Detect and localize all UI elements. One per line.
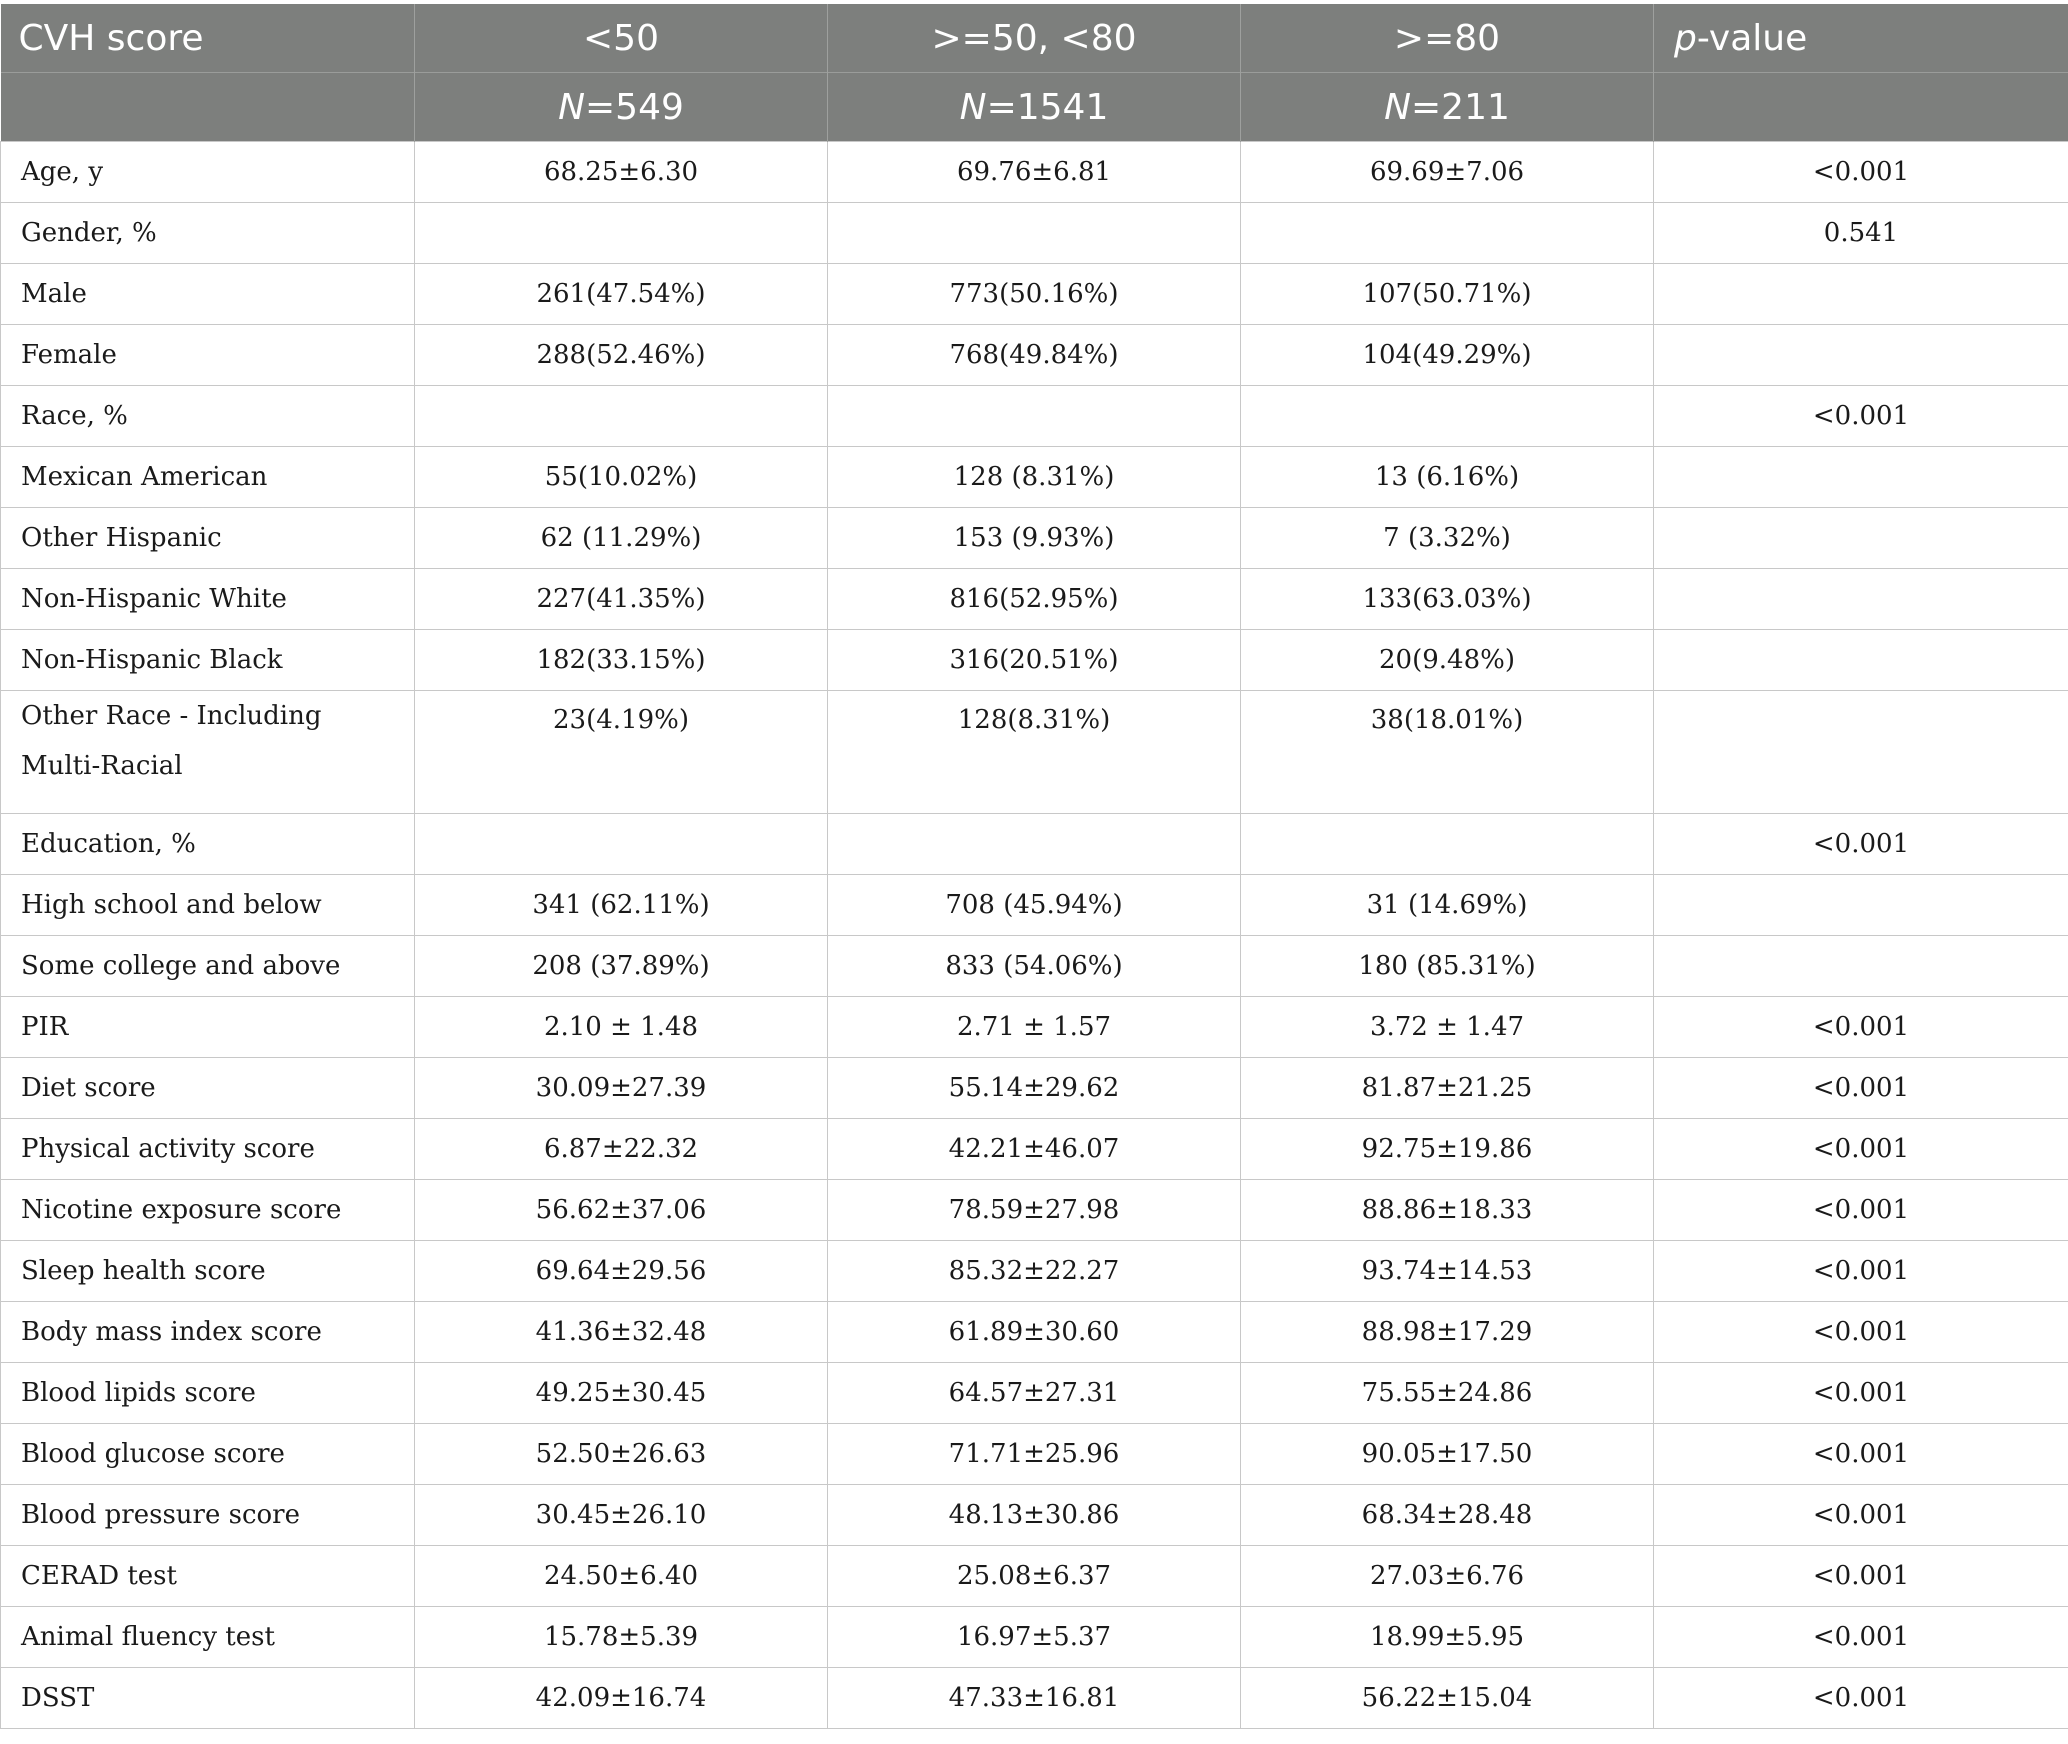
cell-50-to-80: 316(20.51%) [828,630,1241,691]
cell-p-value [1654,630,2068,691]
table-body [1,142,2068,1729]
cell-50-to-80: 48.13±30.86 [828,1485,1241,1546]
cell-50-to-80: 833 (54.06%) [828,936,1241,997]
cell-80-plus: 56.22±15.04 [1241,1668,1654,1729]
cell-80-plus: 88.86±18.33 [1241,1180,1654,1241]
cell-50-to-80: 47.33±16.81 [828,1668,1241,1729]
cell-50-to-80 [828,203,1241,264]
header-empty-cell [1,73,415,142]
cell-50-to-80: 25.08±6.37 [828,1546,1241,1607]
row-label: DSST [1,1668,415,1729]
cell-below-50: 208 (37.89%) [415,936,828,997]
cell-50-to-80 [828,386,1241,447]
table-row [1,1119,2068,1180]
row-label: CERAD test [1,1546,415,1607]
row-label: Body mass index score [1,1302,415,1363]
table-row [1,875,2068,936]
row-label: Blood lipids score [1,1363,415,1424]
cell-below-50: 68.25±6.30 [415,142,828,203]
row-label: Blood glucose score [1,1424,415,1485]
cell-below-50 [415,203,828,264]
cell-80-plus: 107(50.71%) [1241,264,1654,325]
table-row [1,691,2068,814]
n-value: =211 [1411,86,1510,128]
cell-below-50: 341 (62.11%) [415,875,828,936]
cell-below-50: 15.78±5.39 [415,1607,828,1668]
cell-p-value [1654,691,2068,814]
n-italic: N [1384,86,1412,128]
cell-p-value: <0.001 [1654,1546,2068,1607]
cell-50-to-80: 153 (9.93%) [828,508,1241,569]
table-row [1,1485,2068,1546]
cell-50-to-80: 2.71 ± 1.57 [828,997,1241,1058]
cell-below-50: 30.09±27.39 [415,1058,828,1119]
table-header [1,4,2068,142]
cell-80-plus: 93.74±14.53 [1241,1241,1654,1302]
table-row [1,386,2068,447]
header-cvh-score: CVH score [1,4,415,73]
cell-80-plus: 81.87±21.25 [1241,1058,1654,1119]
table-row [1,142,2068,203]
cell-50-to-80: 64.57±27.31 [828,1363,1241,1424]
cell-50-to-80 [828,814,1241,875]
cell-below-50: 30.45±26.10 [415,1485,828,1546]
cell-p-value [1654,569,2068,630]
cell-80-plus: 20(9.48%) [1241,630,1654,691]
n-italic: N [959,86,987,128]
table-row [1,936,2068,997]
p-suffix: -value [1696,17,1808,59]
header-empty-cell [1654,73,2068,142]
cell-80-plus: 31 (14.69%) [1241,875,1654,936]
n-value: =549 [585,86,684,128]
cell-p-value [1654,936,2068,997]
cell-80-plus: 75.55±24.86 [1241,1363,1654,1424]
table-row [1,569,2068,630]
cell-80-plus [1241,203,1654,264]
n-italic: N [558,86,586,128]
cell-50-to-80: 85.32±22.27 [828,1241,1241,1302]
header-row-counts [1,73,2068,142]
cell-below-50: 49.25±30.45 [415,1363,828,1424]
cell-80-plus [1241,386,1654,447]
cell-p-value: <0.001 [1654,386,2068,447]
table-row [1,1607,2068,1668]
cell-p-value: <0.001 [1654,142,2068,203]
cell-80-plus: 69.69±7.06 [1241,142,1654,203]
cell-p-value: <0.001 [1654,1302,2068,1363]
row-label: Other Hispanic [1,508,415,569]
cell-50-to-80: 55.14±29.62 [828,1058,1241,1119]
row-label: Race, % [1,386,415,447]
cell-p-value [1654,508,2068,569]
row-label: Nicotine exposure score [1,1180,415,1241]
cell-below-50: 42.09±16.74 [415,1668,828,1729]
cell-below-50: 288(52.46%) [415,325,828,386]
cell-80-plus: 38(18.01%) [1241,691,1654,814]
row-label: Gender, % [1,203,415,264]
cell-p-value: <0.001 [1654,1668,2068,1729]
cell-50-to-80: 16.97±5.37 [828,1607,1241,1668]
table-row [1,630,2068,691]
cell-80-plus: 68.34±28.48 [1241,1485,1654,1546]
row-label: Sleep health score [1,1241,415,1302]
table-row [1,1241,2068,1302]
row-label: High school and below [1,875,415,936]
cell-80-plus: 133(63.03%) [1241,569,1654,630]
cell-80-plus: 7 (3.32%) [1241,508,1654,569]
table-row [1,447,2068,508]
cell-p-value [1654,325,2068,386]
n-value: =1541 [986,86,1109,128]
cell-80-plus: 92.75±19.86 [1241,1119,1654,1180]
cell-below-50: 227(41.35%) [415,569,828,630]
table-row [1,1180,2068,1241]
cell-50-to-80: 768(49.84%) [828,325,1241,386]
cell-80-plus: 18.99±5.95 [1241,1607,1654,1668]
cell-p-value: <0.001 [1654,1180,2068,1241]
row-label: Other Race - Including Multi-Racial [1,691,415,814]
cell-50-to-80: 71.71±25.96 [828,1424,1241,1485]
cell-below-50: 182(33.15%) [415,630,828,691]
cell-50-to-80: 708 (45.94%) [828,875,1241,936]
cell-50-to-80: 128(8.31%) [828,691,1241,814]
cell-p-value: <0.001 [1654,1424,2068,1485]
cell-below-50: 69.64±29.56 [415,1241,828,1302]
header-n-80-plus [1241,73,1654,142]
header-group-50-to-80: >=50, <80 [828,4,1241,73]
row-label: Female [1,325,415,386]
cell-80-plus: 88.98±17.29 [1241,1302,1654,1363]
cell-50-to-80: 816(52.95%) [828,569,1241,630]
cell-p-value: <0.001 [1654,1119,2068,1180]
cell-80-plus [1241,814,1654,875]
cell-p-value: <0.001 [1654,997,2068,1058]
cell-p-value [1654,447,2068,508]
table-row [1,1546,2068,1607]
table-row [1,508,2068,569]
cell-50-to-80: 42.21±46.07 [828,1119,1241,1180]
cell-80-plus: 27.03±6.76 [1241,1546,1654,1607]
cell-p-value: <0.001 [1654,1607,2068,1668]
row-label: Age, y [1,142,415,203]
table-row [1,1668,2068,1729]
row-label: Education, % [1,814,415,875]
cell-p-value [1654,264,2068,325]
cell-80-plus: 3.72 ± 1.47 [1241,997,1654,1058]
row-label: Animal fluency test [1,1607,415,1668]
cell-p-value: <0.001 [1654,1241,2068,1302]
table-row [1,1302,2068,1363]
row-label: Non-Hispanic White [1,569,415,630]
row-label: Mexican American [1,447,415,508]
cell-80-plus: 13 (6.16%) [1241,447,1654,508]
row-label: Diet score [1,1058,415,1119]
cell-below-50: 23(4.19%) [415,691,828,814]
p-italic: p [1674,17,1697,59]
header-group-80-plus: >=80 [1241,4,1654,73]
row-label: Blood pressure score [1,1485,415,1546]
cell-below-50: 24.50±6.40 [415,1546,828,1607]
cell-below-50 [415,386,828,447]
cell-below-50: 52.50±26.63 [415,1424,828,1485]
cell-p-value: <0.001 [1654,1058,2068,1119]
header-row-groups [1,4,2068,73]
cell-below-50: 261(47.54%) [415,264,828,325]
cell-50-to-80: 78.59±27.98 [828,1180,1241,1241]
cell-below-50: 41.36±32.48 [415,1302,828,1363]
table-row [1,203,2068,264]
header-n-below-50 [415,73,828,142]
table-row [1,325,2068,386]
header-group-below-50: <50 [415,4,828,73]
cell-below-50 [415,814,828,875]
cell-below-50: 2.10 ± 1.48 [415,997,828,1058]
row-label: Some college and above [1,936,415,997]
cell-below-50: 56.62±37.06 [415,1180,828,1241]
row-label: Male [1,264,415,325]
cell-p-value: <0.001 [1654,814,2068,875]
table-row [1,1424,2068,1485]
table-row [1,1058,2068,1119]
table-row [1,997,2068,1058]
row-label: Non-Hispanic Black [1,630,415,691]
row-label: Physical activity score [1,1119,415,1180]
cell-p-value: <0.001 [1654,1363,2068,1424]
header-p-value [1654,4,2068,73]
baseline-characteristics-table [0,4,2068,1729]
row-label: PIR [1,997,415,1058]
cell-below-50: 6.87±22.32 [415,1119,828,1180]
cell-p-value: 0.541 [1654,203,2068,264]
cell-below-50: 55(10.02%) [415,447,828,508]
cell-80-plus: 90.05±17.50 [1241,1424,1654,1485]
cell-50-to-80: 128 (8.31%) [828,447,1241,508]
cell-80-plus: 104(49.29%) [1241,325,1654,386]
cell-p-value [1654,875,2068,936]
table-row [1,264,2068,325]
cell-p-value: <0.001 [1654,1485,2068,1546]
table-row [1,1363,2068,1424]
cell-80-plus: 180 (85.31%) [1241,936,1654,997]
cell-50-to-80: 69.76±6.81 [828,142,1241,203]
cell-50-to-80: 61.89±30.60 [828,1302,1241,1363]
cell-below-50: 62 (11.29%) [415,508,828,569]
header-n-50-to-80 [828,73,1241,142]
table-row [1,814,2068,875]
cell-50-to-80: 773(50.16%) [828,264,1241,325]
